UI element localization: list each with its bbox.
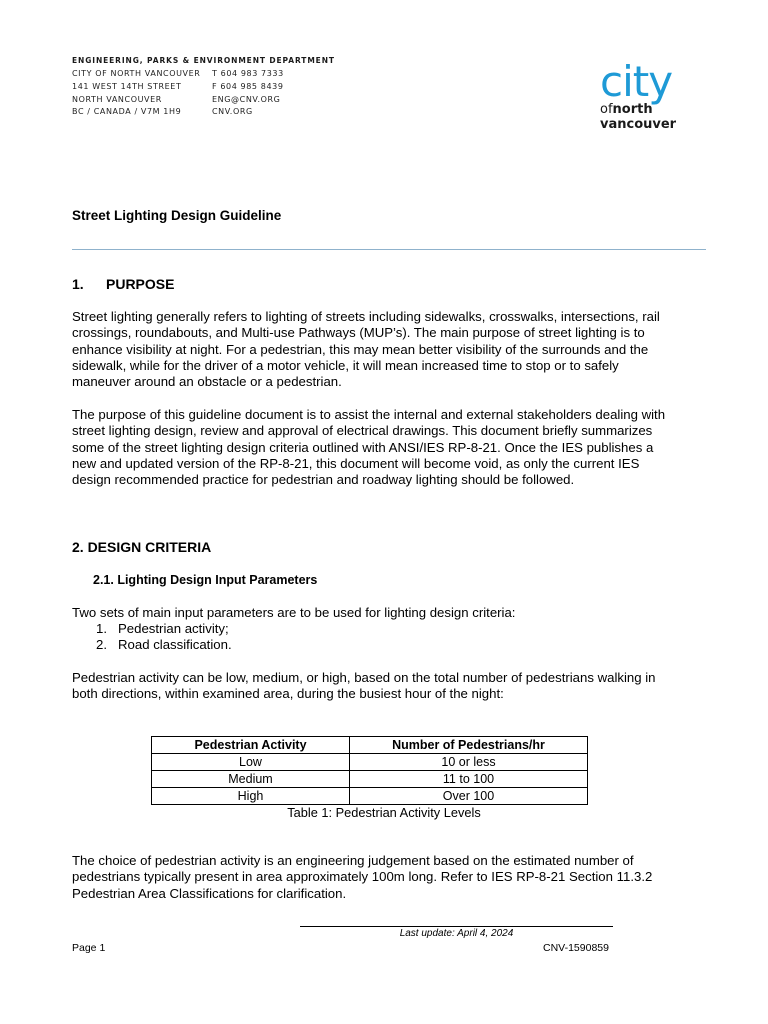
list-number: 2. [96,637,107,653]
list-text: Road classification. [118,637,232,653]
list-number: 1. [96,621,107,636]
text-line: The purpose of this guideline document is to assist the internal and external stakeholders dealing with [72,407,666,422]
purpose-paragraph-1 [72,309,712,390]
table-header-cell: Pedestrian Activity [152,737,350,754]
text-line: maneuver around an obstacle or a pedestrian. [72,374,342,390]
contact-block [212,68,284,119]
text-line: The choice of pedestrian activity is an engineering judgement based on the estimated number of [72,853,634,868]
subsection-heading: 2.1. Lighting Design Input Parameters [93,573,318,587]
address-line: CITY OF NORTH VANCOUVER [72,69,201,78]
table-row [152,771,588,788]
text-line: pedestrians typically present in area approximately 100m long. Refer to IES RP-8-21 Section 11.3.2 [72,869,653,885]
city-of-north-vancouver-logo [598,60,694,132]
address-line: NORTH VANCOUVER [72,94,162,104]
address-line: BC / CANADA / V7M 1H9 [72,107,182,117]
input-parameters-list [96,621,232,654]
list-text: Pedestrian activity; [118,621,229,636]
table-cell: Over 100 [350,788,588,805]
text-line: Street lighting generally refers to lighting of streets including sidewalks, crosswalks, intersections, rail [72,309,660,324]
website-line: CNV.ORG [212,107,253,117]
address-block [72,68,200,119]
phone-line: T 604 983 7333 [212,69,284,78]
svg-text:ofnorth [600,102,653,117]
page-number: Page 1 [72,942,106,954]
table-cell: High [152,788,350,805]
logo-north: north [612,102,653,117]
logo-prefix: of [600,102,613,117]
pedestrian-activity-paragraph [72,670,712,703]
table-row [152,754,588,771]
text-line: crossings, roundabouts, and Multi-use Pathways (MUP’s). The main purpose of street lighting is to [72,325,645,341]
document-title: Street Lighting Design Guideline [72,208,282,223]
text-line: Pedestrian Area Classifications for clarification. [72,885,347,901]
input-parameters-intro [72,605,712,621]
text-line: new and updated version of the RP-8-21, this document will become void, as only the current IES [72,455,640,471]
section-title: PURPOSE [106,276,175,292]
pedestrian-activity-table [151,736,588,805]
address-line: 141 WEST 14TH STREET [72,81,182,91]
section-number: 1. [72,276,84,292]
department-name: ENGINEERING, PARKS & ENVIRONMENT DEPARTMENT [72,56,335,65]
text-line: design recommended practice for pedestrian and roadway lighting should be followed. [72,472,575,488]
title-divider [72,249,706,250]
table-header-row [152,737,588,754]
text-line: Pedestrian activity can be low, medium, or high, based on the total number of pedestrians walking in [72,670,656,685]
text-line: sidewalk, while for the driver of a motor vehicle, it will mean increased time to stop or to safely [72,357,619,373]
logo-word: city [600,60,673,106]
logo-vancouver: vancouver [600,117,677,132]
table-cell: 11 to 100 [350,771,588,788]
list-item [96,637,232,653]
table-header-cell: Number of Pedestrians/hr [350,737,588,754]
email-line: ENG@CNV.ORG [212,94,281,104]
table-caption: Table 1: Pedestrian Activity Levels [287,805,481,820]
section-heading-purpose [72,276,174,292]
document-reference: CNV-1590859 [543,942,609,954]
table-cell: Medium [152,771,350,788]
pedestrian-judgement-paragraph [72,853,712,902]
text-line: enhance visibility at night. For a pedestrian, this may mean better visibility of the surrounds and the [72,341,649,357]
table-row [152,788,588,805]
section-heading-design-criteria: 2. DESIGN CRITERIA [72,539,212,555]
footer-divider [300,926,613,927]
text-line: some of the street lighting design criteria outlined with ANSI/IES RP-8-21. Once the IES publishes a [72,439,654,455]
table-cell: 10 or less [350,754,588,771]
last-update-text: Last update: April 4, 2024 [399,928,514,939]
table-cell: Low [152,754,350,771]
text-line: both directions, within examined area, during the busiest hour of the night: [72,686,504,702]
list-item [96,621,232,637]
text-line: street lighting design, review and approval of electrical drawings. This document briefly summarizes [72,423,653,439]
purpose-paragraph-2 [72,407,712,488]
text-line: Two sets of main input parameters are to be used for lighting design criteria: [72,605,516,620]
fax-line: F 604 985 8439 [212,81,284,91]
